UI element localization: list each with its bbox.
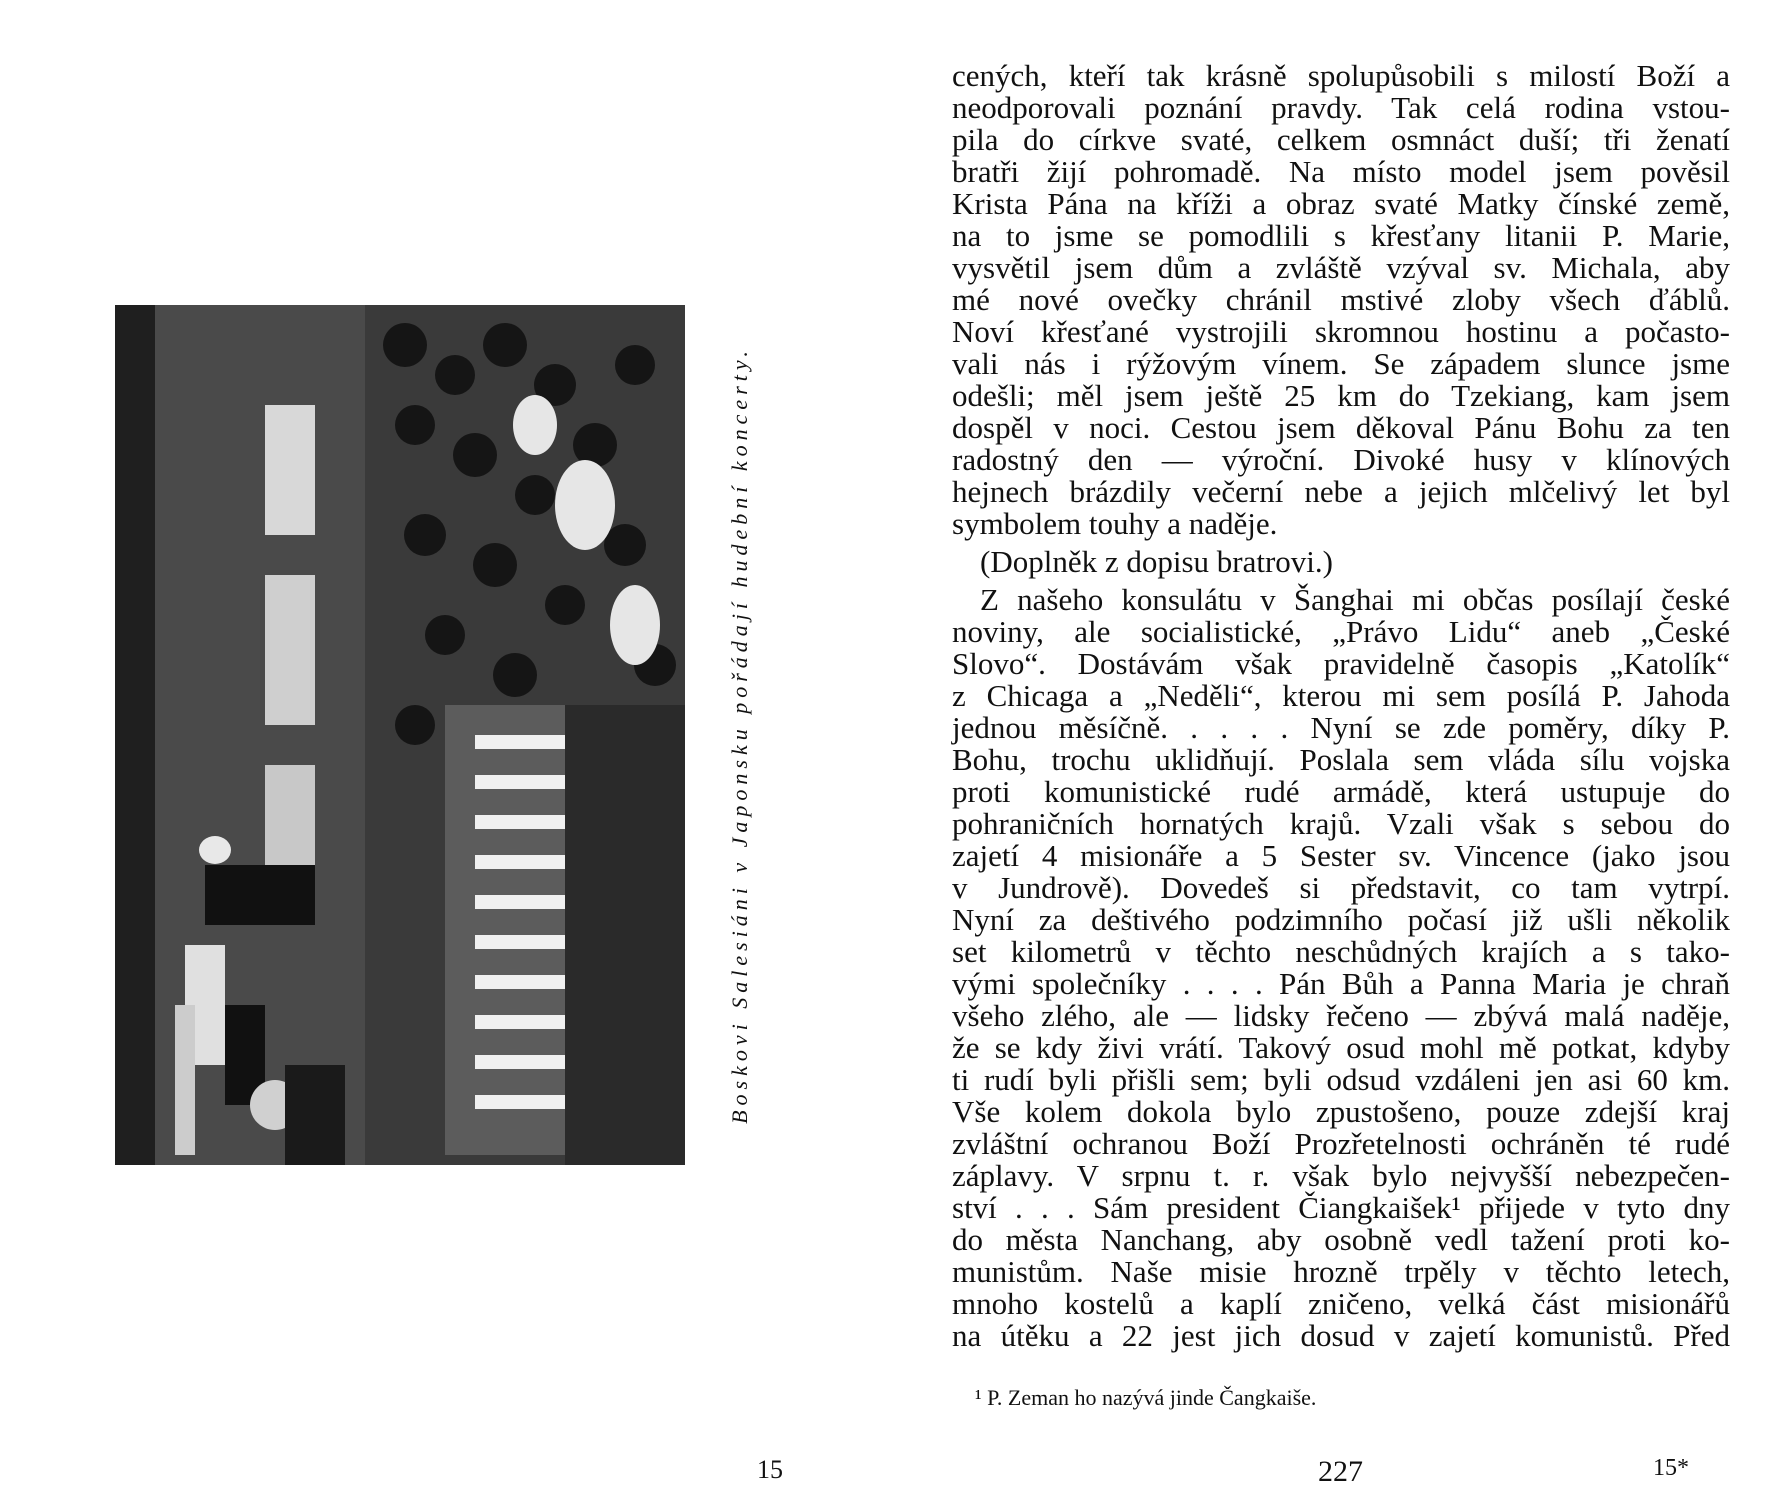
text-line: vali nás i rýžovým vínem. Se západem slunce jsme xyxy=(952,346,1730,381)
letter-line: zvláštní ochranou Boží Prozřetelnosti ochráněn té rudé xyxy=(952,1126,1730,1161)
right-page-number: 227 xyxy=(1318,1455,1363,1488)
text-line: na to jsme se pomodlili s křesťany litanii P. Marie, xyxy=(952,218,1730,253)
letter-line: Bohu, trochu uklidňují. Poslala sem vláda sílu vojska xyxy=(952,742,1730,777)
text-line: dospěl v noci. Cestou jsem děkoval Pánu Bohu za ten xyxy=(952,410,1730,445)
text-line: symbolem touhy a naděje. xyxy=(952,506,1278,541)
letter-line: Z našeho konsulátu v Šanghai mi občas posílají české xyxy=(980,582,1730,617)
text-line: hejnech brázdily večerní nebe a jejich mlčelivý let byl xyxy=(952,474,1730,509)
letter-line: v Jundrově). Dovedeš si představit, co tam vytrpí. xyxy=(952,870,1730,905)
letter-line: všeho zlého, ale — lidsky řečeno — zbývá malá naděje, xyxy=(952,998,1730,1033)
letter-line: z Chicaga a „Neděli“, kterou mi sem posílá P. Jahoda xyxy=(952,678,1730,713)
letter-line: že se kdy živi vrátí. Takový osud mohl mě potkat, kdyby xyxy=(952,1030,1730,1065)
letter-line: na útěku a 22 jest jich dosud v zajetí komunistů. Před xyxy=(952,1318,1730,1353)
letter-line: záplavy. V srpnu t. r. však bylo nejvyšší nebezpečen- xyxy=(952,1158,1730,1193)
letter-line: noviny, ale socialistické, „Právo Lidu“ aneb „České xyxy=(952,614,1730,649)
text-line: radostný den — výroční. Divoké husy v klínových xyxy=(952,442,1730,477)
letter-line: mnoho kostelů a kaplí zničeno, velká část misionářů xyxy=(952,1286,1730,1321)
letter-line: jednou měsíčně. . . . . Nyní se zde poměry, díky P. xyxy=(952,710,1730,745)
note-line: (Doplněk z dopisu bratrovi.) xyxy=(980,544,1333,579)
letter-line: ti rudí byli přišli sem; byli odsud vzdáleni jen asi 60 km. xyxy=(952,1062,1730,1097)
letter-line: set kilometrů v těchto neschůdných krajích a s tako- xyxy=(952,934,1730,969)
text-line: Noví křesťané vystrojili skromnou hostinu a počasto- xyxy=(952,314,1730,349)
letter-line: Nyní za deštivého podzimního počasí již ušli několik xyxy=(952,902,1730,937)
letter-line: Slovo“. Dostávám však pravidelně časopis „Katolík“ xyxy=(952,646,1730,681)
signature-mark: 15* xyxy=(1653,1455,1689,1481)
letter-line: munistům. Naše misie hrozně trpěly v těchto letech, xyxy=(952,1254,1730,1289)
letter-line: do města Nanchang, aby osobně vedl tažení proti ko- xyxy=(952,1222,1730,1257)
text-line: neodporovali poznání pravdy. Tak celá rodina vstou- xyxy=(952,90,1730,125)
text-line: odešli; měl jsem ještě 25 km do Tzekiang, kam jsem xyxy=(952,378,1730,413)
footnote: ¹ P. Zeman ho nazývá jinde Čangkaiše. xyxy=(975,1385,1317,1410)
letter-line: Vše kolem dokola bylo zpustošeno, pouze zdejší kraj xyxy=(952,1094,1730,1129)
text-line: Krista Pána na kříži a obraz svaté Matky čínské země, xyxy=(952,186,1730,221)
text-line: vysvětil jsem dům a zvláště vzýval sv. Michala, aby xyxy=(952,250,1730,285)
text-line: bratři žijí pohromadě. Na místo model jsem pověsil xyxy=(952,154,1730,189)
text-line: pila do církve svaté, celkem osmnáct duší; tři ženatí xyxy=(952,122,1730,157)
concert-photo-illustration xyxy=(115,305,685,1165)
left-page-number: 15 xyxy=(757,1455,783,1484)
text-line: mé nové ovečky chránil mstivé zloby všech ďáblů. xyxy=(952,282,1730,317)
letter-line: pohraničních hornatých krajů. Vzali však s sebou do xyxy=(952,806,1730,841)
photo-caption: Boskovi Salesiáni v Japonsku pořádají hudební koncerty. xyxy=(727,346,752,1124)
text-line: cených, kteří tak krásně spolupůsobili s milostí Boží a xyxy=(952,58,1730,93)
letter-line: ství . . . Sám president Čiangkaišek¹ přijede v tyto dny xyxy=(952,1190,1730,1225)
letter-line: zajetí 4 misionáře a 5 Sester sv. Vincence (jako jsou xyxy=(952,838,1730,873)
caption-container xyxy=(720,305,760,1165)
main-text xyxy=(952,60,1730,1352)
concert-photo xyxy=(115,305,685,1165)
letter-line: vými společníky . . . . Pán Bůh a Panna Maria je chraň xyxy=(952,966,1730,1001)
letter-line: proti komunistické rudé armádě, která ustupuje do xyxy=(952,774,1730,809)
